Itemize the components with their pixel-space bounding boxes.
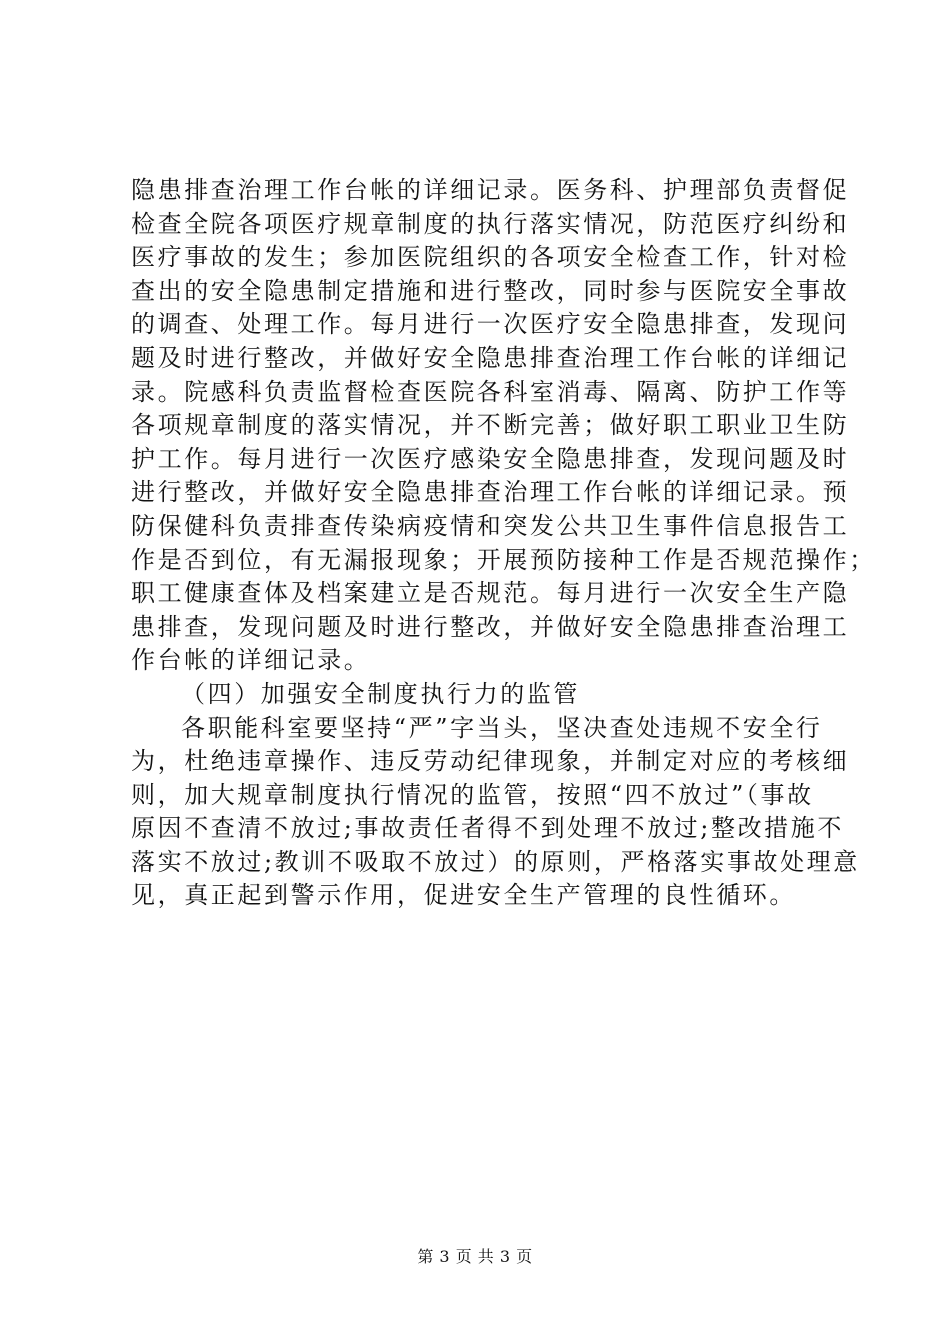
text-line: 职工健康查体及档案建立是否规范。每月进行一次安全生产隐 bbox=[131, 579, 850, 608]
text-line: 的调查、处理工作。每月进行一次医疗安全隐患排查，发现问 bbox=[131, 310, 850, 339]
text-line: 隐患排查治理工作台帐的详细记录。医务科、护理部负责督促 bbox=[131, 176, 850, 204]
text-line: 为，杜绝违章操作、违反劳动纪律现象，并制定对应的考核细 bbox=[131, 747, 850, 776]
text-line: 作是否到位，有无漏报现象；开展预防接种工作是否规范操作； bbox=[131, 545, 876, 574]
text-line: 原因不查清不放过;事故责任者得不到处理不放过;整改措施不 bbox=[131, 814, 844, 843]
text-line: 防保健科负责排查传染病疫情和突发公共卫生事件信息报告工 bbox=[131, 511, 850, 540]
text-line: 落实不放过;教训不吸取不放过）的原则，严格落实事故处理意 bbox=[131, 847, 860, 876]
section-heading: （四）加强安全制度执行力的监管 bbox=[181, 679, 580, 708]
text-line: 题及时进行整改，并做好安全隐患排查治理工作台帐的详细记 bbox=[131, 343, 850, 372]
text-line: 患排查，发现问题及时进行整改，并做好安全隐患排查治理工 bbox=[131, 612, 850, 641]
text-line: 进行整改，并做好安全隐患排查治理工作台帐的详细记录。预 bbox=[131, 478, 850, 507]
text-line: 见，真正起到警示作用，促进安全生产管理的良性循环。 bbox=[131, 881, 796, 910]
text-line: 录。院感科负责监督检查医院各科室消毒、隔离、防护工作等 bbox=[131, 377, 850, 406]
text-line: 检查全院各项医疗规章制度的执行落实情况，防范医疗纠纷和 bbox=[131, 209, 850, 238]
page-footer: 第 3 页 共 3 页 bbox=[417, 1247, 533, 1266]
text-line: 则，加大规章制度执行情况的监管，按照“四不放过”（事故 bbox=[131, 780, 814, 809]
text-line: 查出的安全隐患制定措施和进行整改，同时参与医院安全事故 bbox=[131, 276, 850, 305]
text-line: 护工作。每月进行一次医疗感染安全隐患排查，发现问题及时 bbox=[131, 444, 850, 473]
text-line: 医疗事故的发生；参加医院组织的各项安全检查工作，针对检 bbox=[131, 243, 850, 272]
text-line: 各项规章制度的落实情况，并不断完善；做好职工职业卫生防 bbox=[131, 411, 850, 440]
text-line: 作台帐的详细记录。 bbox=[131, 646, 371, 675]
body-text bbox=[131, 174, 876, 913]
text-line: 各职能科室要坚持“严”字当头，坚决查处违规不安全行 bbox=[181, 713, 823, 742]
